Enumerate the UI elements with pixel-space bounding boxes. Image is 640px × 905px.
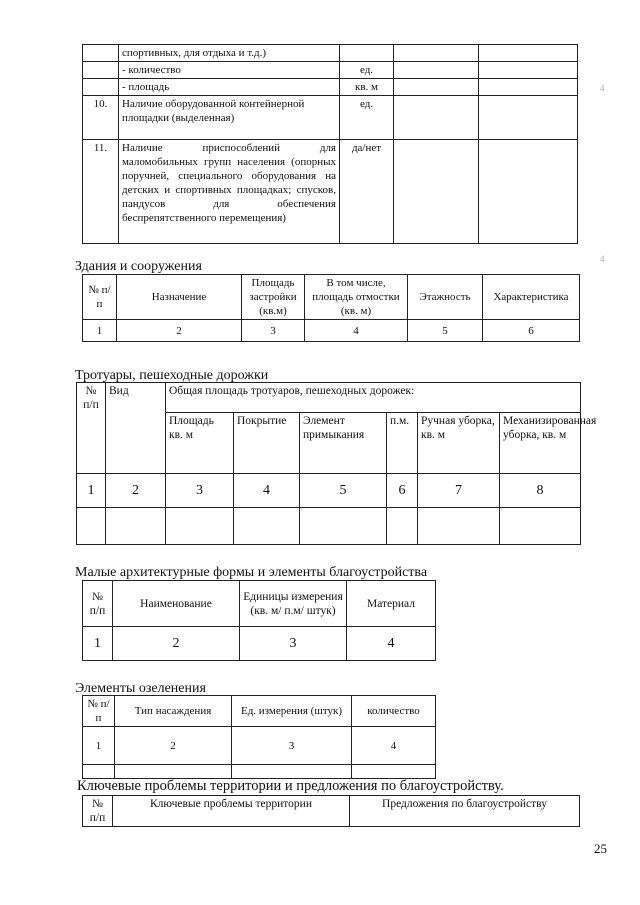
column-number: 7 xyxy=(418,474,500,508)
empty-cell xyxy=(300,508,387,545)
buildings-table xyxy=(82,274,580,342)
column-number: 4 xyxy=(234,474,300,508)
column-number: 1 xyxy=(83,727,115,765)
empty-cell xyxy=(418,508,500,545)
row-name: спортивных, для отдыха и т.д.) xyxy=(119,45,340,62)
row-name: Наличие оборудованной контейнерной площадки (выделенная) xyxy=(119,96,340,140)
table-header-row xyxy=(83,275,580,320)
column-number: 1 xyxy=(83,320,117,342)
empty-cell xyxy=(115,765,232,779)
header-group: Общая площадь тротуаров, пешеходных дорожек: xyxy=(166,383,581,413)
column-number: 1 xyxy=(83,627,113,661)
column-header: Наименование xyxy=(113,581,240,627)
row-number xyxy=(83,79,119,96)
column-header: № п/п xyxy=(83,696,115,727)
row-unit xyxy=(340,45,394,62)
row-number: 11. xyxy=(83,140,119,244)
table-header-row xyxy=(83,796,580,827)
column-number: 5 xyxy=(300,474,387,508)
column-header: Характеристика xyxy=(483,275,580,320)
empty-cell xyxy=(394,45,479,62)
table-row xyxy=(83,96,578,140)
column-number: 4 xyxy=(347,627,436,661)
row-number xyxy=(83,62,119,79)
table-header-row xyxy=(83,581,436,627)
empty-cell xyxy=(77,508,106,545)
table-header-row xyxy=(77,383,581,413)
header-num: № п/п xyxy=(77,383,106,474)
sidewalks-table xyxy=(76,382,597,545)
row-name: - количество xyxy=(119,62,340,79)
column-number: 2 xyxy=(113,627,240,661)
column-number: 3 xyxy=(240,627,347,661)
empty-cell xyxy=(479,96,578,140)
empty-cell xyxy=(500,508,581,545)
column-number: 6 xyxy=(483,320,580,342)
empty-cell xyxy=(394,140,479,244)
table-row xyxy=(77,474,581,508)
empty-cell xyxy=(479,62,578,79)
column-header: № п/п xyxy=(83,275,117,320)
empty-cell xyxy=(166,508,234,545)
column-header: В том числе, площадь отмостки (кв. м) xyxy=(305,275,408,320)
column-header: № п/п xyxy=(83,581,113,627)
column-number: 8 xyxy=(500,474,581,508)
column-number: 4 xyxy=(305,320,408,342)
empty-cell xyxy=(387,508,418,545)
section-title-small-forms: Малые архитектурные формы и элементы благоустройства xyxy=(75,565,428,580)
row-unit: да/нет xyxy=(340,140,394,244)
column-header: № п/п xyxy=(83,796,113,827)
row-unit: кв. м xyxy=(340,79,394,96)
table-row xyxy=(83,45,578,62)
empty-cell xyxy=(479,79,578,96)
top-table xyxy=(82,44,578,244)
column-number: 1 xyxy=(77,474,106,508)
column-header: Единицы измерения (кв. м/ п.м/ штук) xyxy=(240,581,347,627)
column-header: Площадь кв. м xyxy=(166,413,234,474)
column-header: Этажность xyxy=(408,275,483,320)
column-header: п.м. xyxy=(387,413,418,474)
table-row xyxy=(83,727,436,765)
empty-cell xyxy=(394,62,479,79)
column-header: Назначение xyxy=(117,275,242,320)
column-number: 3 xyxy=(242,320,305,342)
table-row-empty xyxy=(83,765,436,779)
column-header: Ключевые проблемы территории xyxy=(113,796,350,827)
column-header: Ручная уборка, кв. м xyxy=(418,413,500,474)
row-number: 10. xyxy=(83,96,119,140)
empty-cell xyxy=(106,508,166,545)
greenery-table xyxy=(82,695,436,779)
table-header-row xyxy=(83,696,436,727)
section-title-problems: Ключевые проблемы территории и предложения по благоустройству. xyxy=(77,778,504,794)
column-header: Материал xyxy=(347,581,436,627)
row-unit: ед. xyxy=(340,62,394,79)
table-row xyxy=(83,140,578,244)
section-title-greenery: Элементы озеленения xyxy=(75,681,206,696)
page-number: 25 xyxy=(594,841,607,856)
row-name: - площадь xyxy=(119,79,340,96)
section-title-buildings: Здания и сооружения xyxy=(75,259,202,274)
problems-table xyxy=(82,795,580,827)
column-number: 4 xyxy=(352,727,436,765)
table-row-empty xyxy=(77,508,581,545)
column-number: 5 xyxy=(408,320,483,342)
column-number: 3 xyxy=(166,474,234,508)
column-header: Предложения по благоустройству xyxy=(350,796,580,827)
column-number: 2 xyxy=(117,320,242,342)
table-row xyxy=(83,627,436,661)
margin-mark: 4 xyxy=(600,83,605,93)
empty-cell xyxy=(352,765,436,779)
column-header: Элемент примыкания xyxy=(300,413,387,474)
empty-cell xyxy=(234,508,300,545)
empty-cell xyxy=(83,765,115,779)
column-number: 3 xyxy=(232,727,352,765)
column-header: Площадь застройки (кв.м) xyxy=(242,275,305,320)
column-header: Тип насаждения xyxy=(115,696,232,727)
table-row xyxy=(83,79,578,96)
column-header: Ед. измерения (штук) xyxy=(232,696,352,727)
empty-cell xyxy=(394,96,479,140)
row-unit: ед. xyxy=(340,96,394,140)
table-row xyxy=(83,62,578,79)
empty-cell xyxy=(232,765,352,779)
column-number: 2 xyxy=(106,474,166,508)
empty-cell xyxy=(394,79,479,96)
margin-mark: 4 xyxy=(600,254,605,264)
column-header: количество xyxy=(352,696,436,727)
section-title-sidewalks: Тротуары, пешеходные дорожки xyxy=(75,368,269,383)
column-number: 6 xyxy=(387,474,418,508)
column-number: 2 xyxy=(115,727,232,765)
column-header: Покрытие xyxy=(234,413,300,474)
empty-cell xyxy=(479,140,578,244)
row-number xyxy=(83,45,119,62)
header-type: Вид xyxy=(106,383,166,474)
small-forms-table xyxy=(82,580,436,661)
row-name: Наличие приспособлений для маломобильных групп населения (опорных поручней, специального оборудования на детских и спортивных площадках; спусков, пандусов для обеспечения беспрепятственного перемещения) xyxy=(119,140,340,244)
table-row xyxy=(83,320,580,342)
column-header: Механизированная уборка, кв. м xyxy=(500,413,581,474)
empty-cell xyxy=(479,45,578,62)
